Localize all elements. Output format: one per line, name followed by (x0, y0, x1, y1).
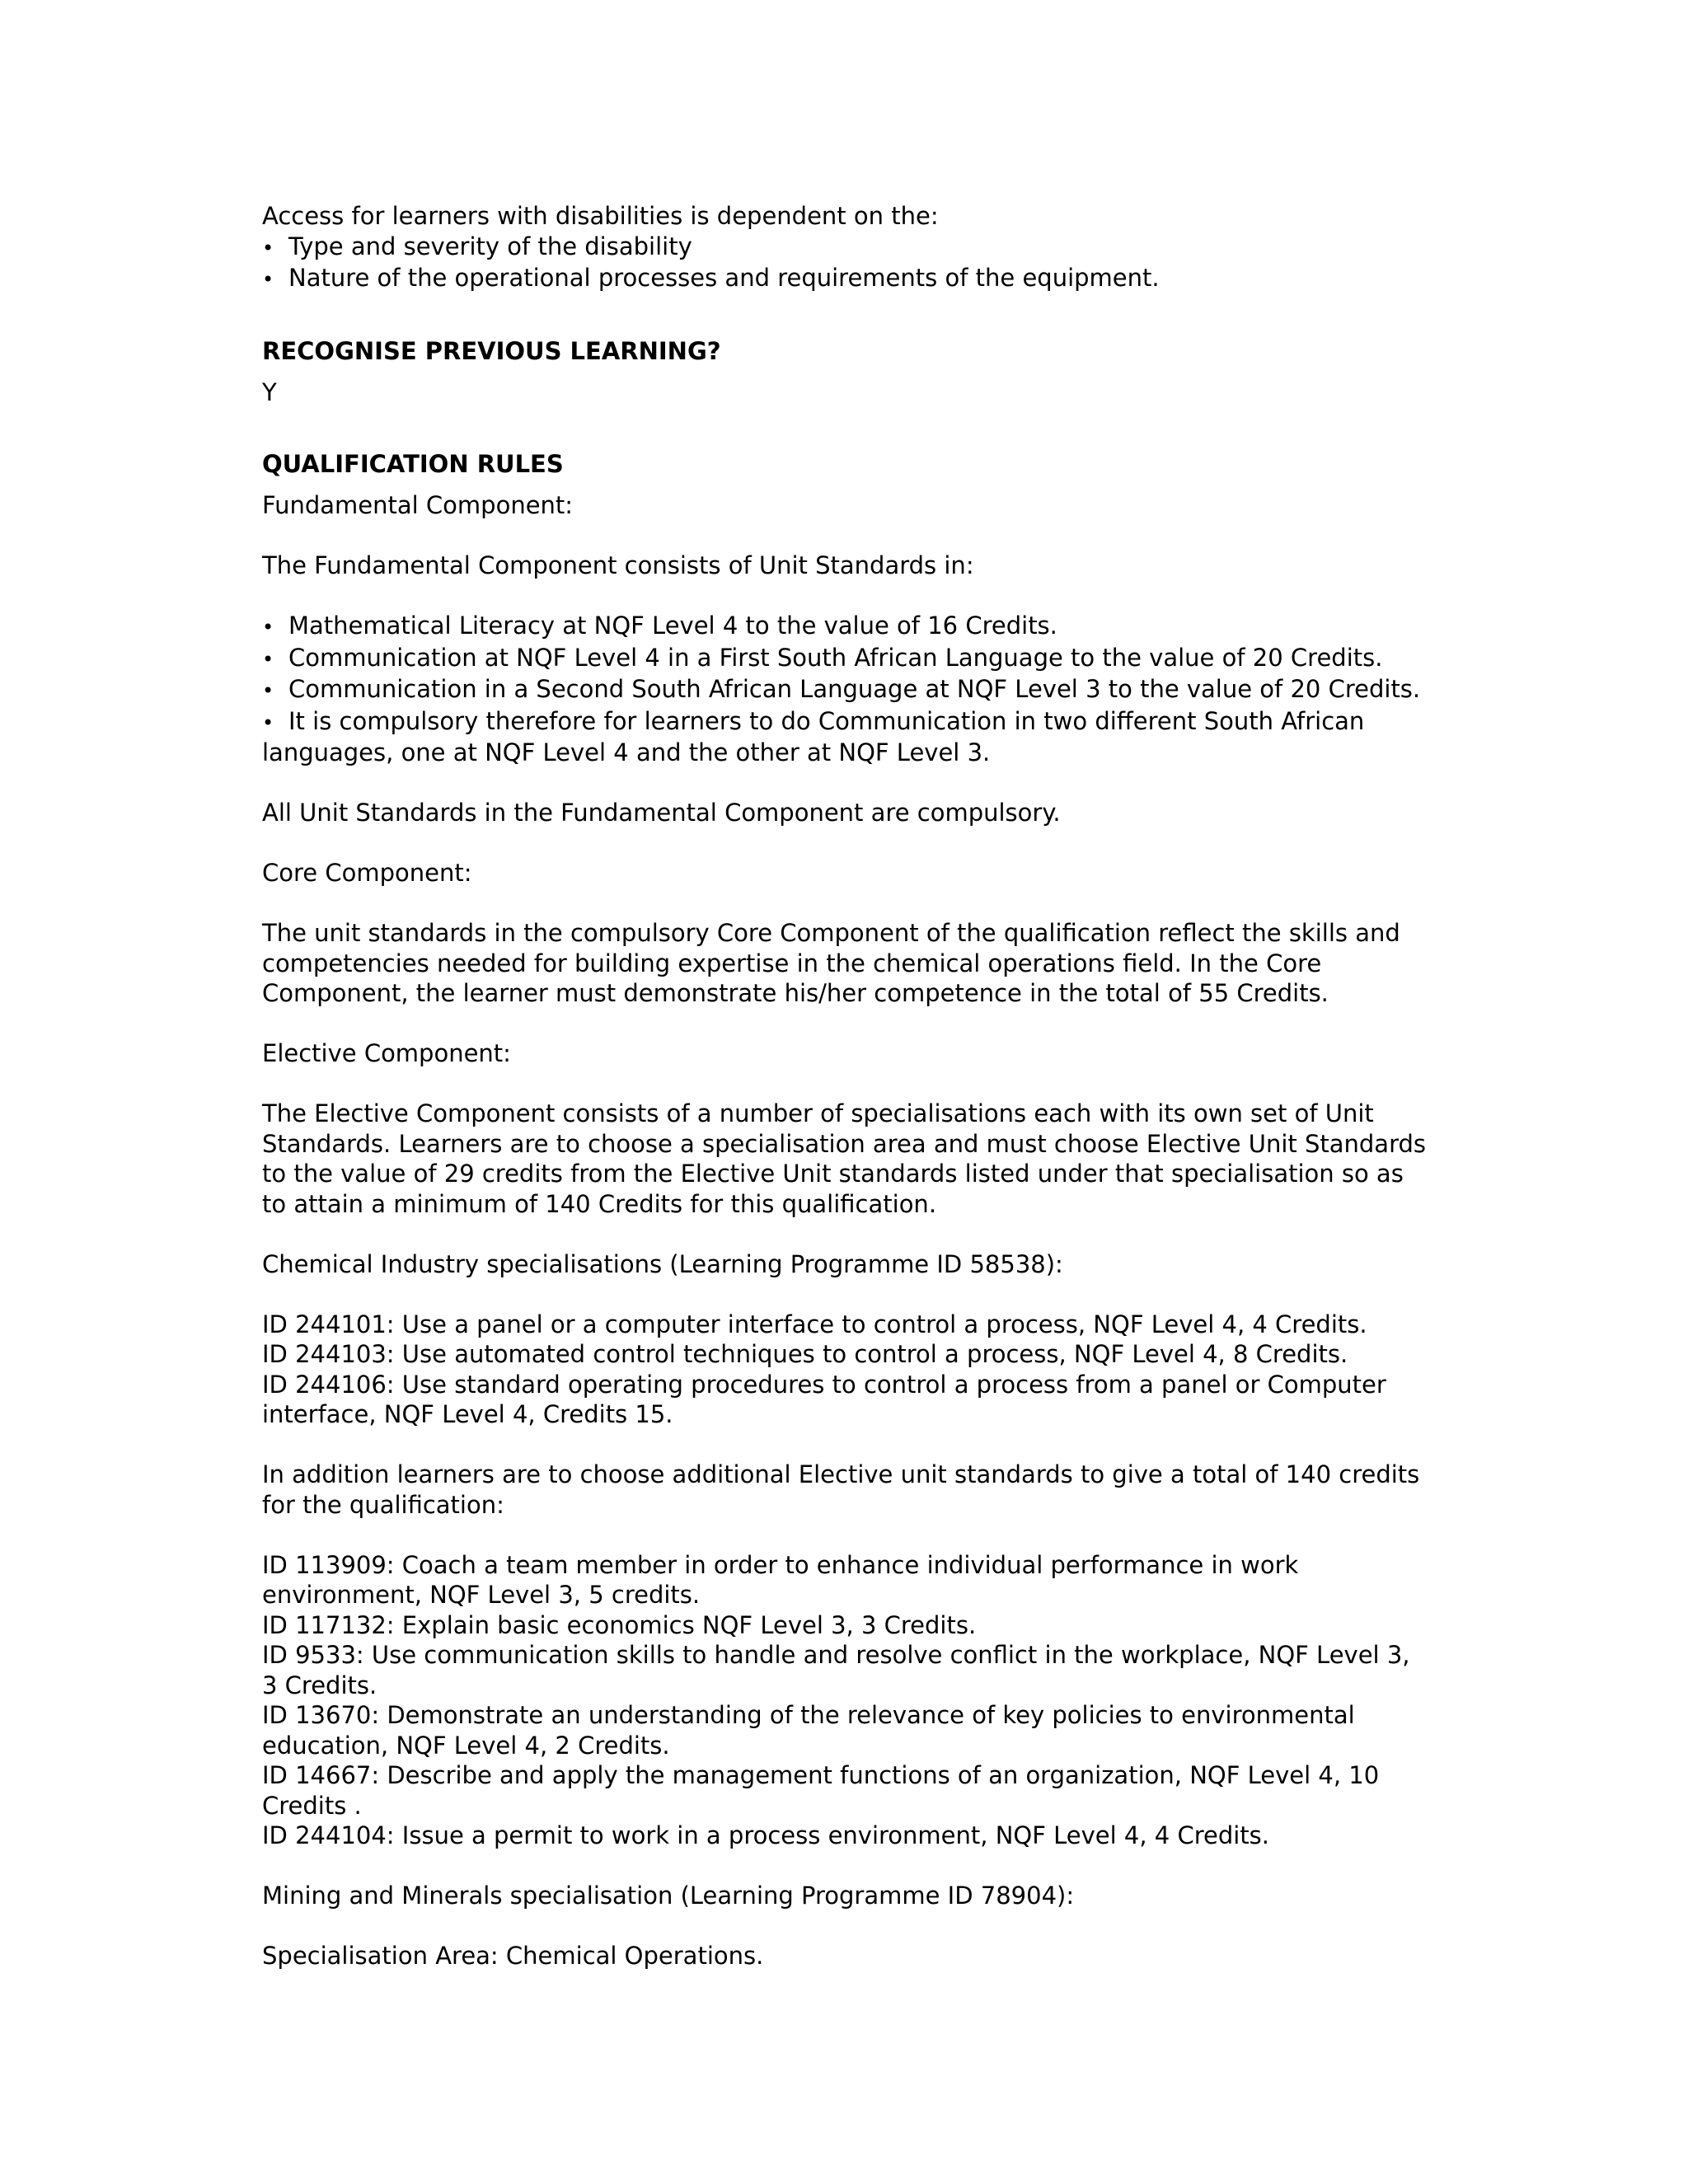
access-intro: Access for learners with disabilities is dependent on the: (262, 202, 939, 230)
bullet-icon: • (262, 710, 274, 734)
mining-minerals-label: Mining and Minerals specialisation (Learning Programme ID 78904): (262, 1882, 1075, 1910)
list-item: • Communication at NQF Level 4 in a First South African Language to the value of 20 Credits. (262, 643, 1432, 675)
fundamental-component-note: All Unit Standards in the Fundamental Component are compulsory. (262, 799, 1061, 827)
core-component-label: Core Component: (262, 859, 472, 887)
bullet-icon: • (262, 679, 274, 702)
document-page (262, 201, 1432, 1971)
qualification-rules-heading: QUALIFICATION RULES (262, 449, 564, 478)
list-item: ID 113909: Coach a team member in order to enhance individual performance in work environment, NQF Level 3, 5 credits. (262, 1550, 1299, 1609)
list-item: ID 117132: Explain basic economics NQF Level 3, 3 Credits. (262, 1610, 977, 1639)
chemical-industry-label: Chemical Industry specialisations (Learning Programme ID 58538): (262, 1249, 1063, 1278)
list-item: • Communication in a Second South African Language at NQF Level 3 to the value of 20 Credits. (262, 674, 1432, 706)
additional-electives-intro: In addition learners are to choose additional Elective unit standards to give a total of 140 credits for the qualification: (262, 1460, 1420, 1519)
additional-unit-standards-list (262, 1550, 1432, 1851)
elective-component-text: The Elective Component consists of a number of specialisations each with its own set of Unit Standards. Learners are to choose a specialisation area and must choose Elective Unit Standards to the value of 29 credits from the Elective Unit standards listed under that specialisation so as to attain a minimum of 140 Credits for this qualification. (262, 1099, 1427, 1218)
fundamental-component-intro: The Fundamental Component consists of Unit Standards in: (262, 551, 974, 579)
list-item: ID 244103: Use automated control techniques to control a process, NQF Level 4, 8 Credits. (262, 1340, 1348, 1368)
bullet-icon: • (262, 647, 274, 671)
bullet-icon: • (262, 616, 274, 639)
list-item: • Type and severity of the disability (262, 232, 1432, 264)
list-item: • Mathematical Literacy at NQF Level 4 to the value of 16 Credits. (262, 611, 1432, 643)
elective-component-label: Elective Component: (262, 1039, 511, 1067)
specialisation-area: Specialisation Area: Chemical Operations. (262, 1942, 764, 1970)
list-item: • Nature of the operational processes and requirements of the equipment. (262, 263, 1432, 295)
list-item: ID 14667: Describe and apply the management functions of an organization, NQF Level 4, 10 Credits . (262, 1761, 1380, 1820)
list-item: • It is compulsory therefore for learners to do Communication in two different South African languages, one at NQF Level 4 and the other at NQF Level 3. (262, 706, 1365, 766)
list-item: ID 13670: Demonstrate an understanding of the relevance of key policies to environmental education, NQF Level 4, 2 Credits. (262, 1701, 1355, 1760)
list-item: ID 244106: Use standard operating procedures to control a process from a panel or Computer interface, NQF Level 4, Credits 15. (262, 1370, 1386, 1428)
rpl-heading: RECOGNISE PREVIOUS LEARNING? (262, 336, 721, 365)
core-component-text: The unit standards in the compulsory Core Component of the qualification reflect the skills and competencies needed for building expertise in the chemical operations field. In the Core Component, the learner must demonstrate his/her competence in the total of 55 Credits. (262, 919, 1400, 1007)
bullet-icon: • (262, 236, 274, 260)
rpl-value: Y (262, 378, 277, 406)
list-item: ID 244101: Use a panel or a computer interface to control a process, NQF Level 4, 4 Credits. (262, 1310, 1367, 1338)
fundamental-component-label: Fundamental Component: (262, 491, 574, 519)
access-bullet-list (262, 232, 1432, 295)
list-item: ID 9533: Use communication skills to handle and resolve conflict in the workplace, NQF Level 3, 3 Credits. (262, 1641, 1410, 1699)
list-item: ID 244104: Issue a permit to work in a process environment, NQF Level 4, 4 Credits. (262, 1821, 1269, 1849)
bullet-icon: • (262, 268, 274, 291)
fundamental-bullet-list (262, 611, 1432, 768)
chemical-unit-standards-list (262, 1310, 1432, 1430)
